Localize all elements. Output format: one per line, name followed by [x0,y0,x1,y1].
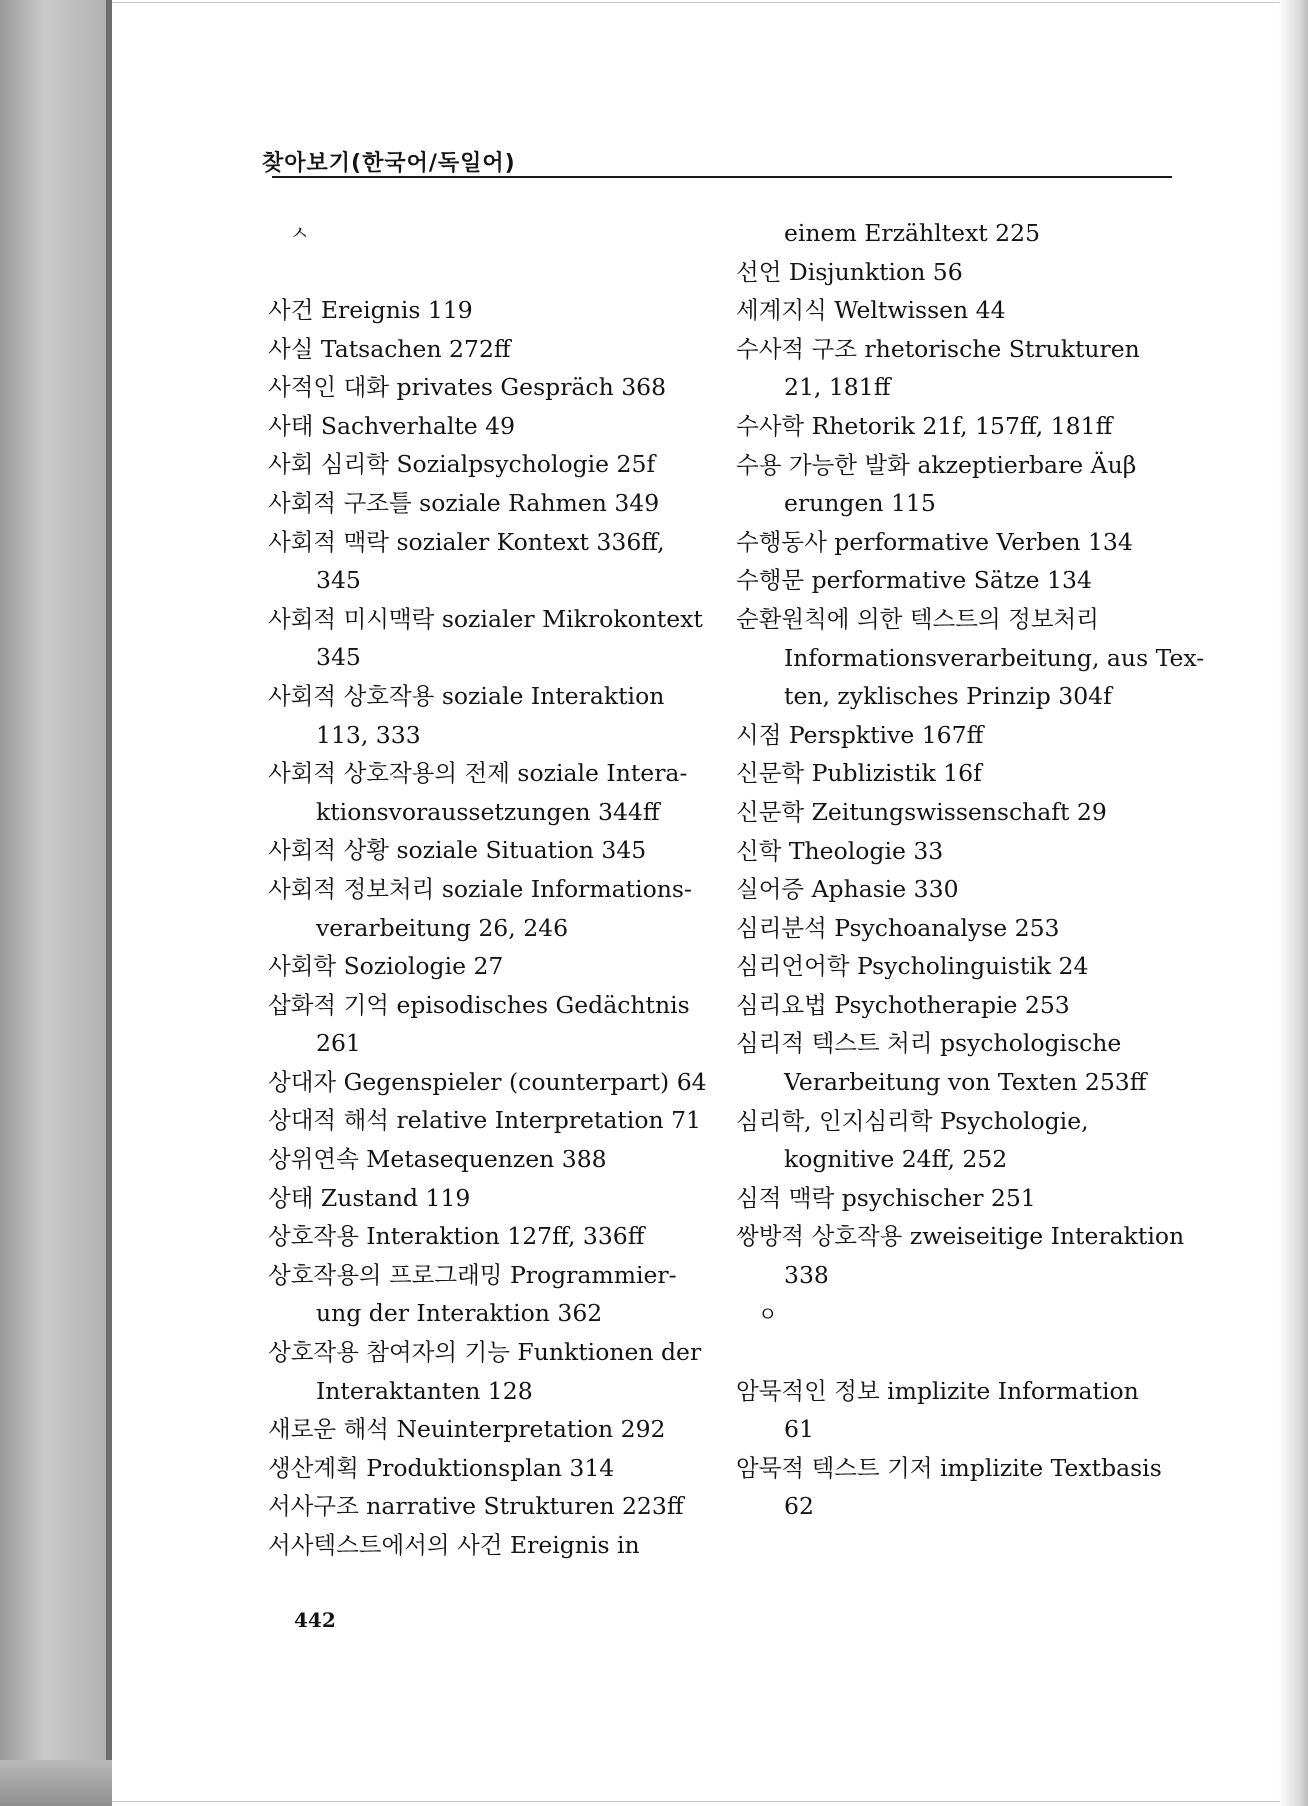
index-entry: 삽화적 기억 episodisches Gedächtnis [268,990,690,1019]
index-entry-continuation: 113, 333 [316,720,421,749]
index-entry: 신문학 Publizistik 16f [736,759,982,788]
index-entry: 상대자 Gegenspieler (counterpart) 64 [268,1067,707,1096]
index-entry-continuation: verarbeitung 26, 246 [316,913,569,942]
index-entry: 사건 Ereignis 119 [268,296,473,324]
index-entry-continuation: ten, zyklisches Prinzip 304f [784,682,1112,711]
header-rule [272,176,1172,178]
index-entry: 수행동사 performative Verben 134 [736,527,1133,556]
index-entry: 심적 맥락 psychischer 251 [736,1183,1036,1212]
index-entry-continuation: 261 [316,1029,361,1058]
index-entry: 사회학 Soziologie 27 [268,952,504,981]
index-entry: 사회적 정보처리 soziale Informations- [268,874,692,903]
index-entry-continuation: Interaktanten 128 [316,1376,533,1405]
index-entry: 상대적 해석 relative Interpretation 71 [268,1106,701,1135]
index-entry-continuation: erungen 115 [784,489,936,518]
index-entry-continuation: Informationsverarbeitung, aus Tex- [784,643,1205,672]
index-entry-continuation: 345 [316,643,361,672]
index-entry: 순환원칙에 의한 텍스트의 정보처리 [736,604,1099,633]
index-section-letter: ㅇ [758,1301,778,1326]
index-entry: 상호작용 참여자의 기능 Funktionen der [268,1338,702,1367]
index-entry: 사회적 미시맥락 sozialer Mikrokontext [268,604,703,633]
book-spine-bottom [0,1760,112,1806]
index-entry: 상호작용의 프로그래밍 Programmier- [268,1260,677,1289]
index-entry: 세계지식 Weltwissen 44 [736,296,1006,325]
page-number: 442 [294,1608,336,1632]
index-entry: 사회적 맥락 sozialer Kontext 336ff, [268,527,665,556]
book-spine-edge [0,0,112,1806]
index-entry: 상위연속 Metasequenzen 388 [268,1145,607,1174]
index-entry: 생산계획 Produktionsplan 314 [268,1453,615,1482]
index-entry: 사적인 대화 privates Gespräch 368 [268,373,667,402]
running-head: 찾아보기(한국어/독일어) [262,151,516,176]
index-entry: 심리적 텍스트 처리 psychologische [736,1029,1122,1058]
index-entry-continuation: 21, 181ff [784,373,891,402]
index-entry: 서사구조 narrative Strukturen 223ff [268,1492,684,1521]
index-entry-continuation: ung der Interaktion 362 [316,1299,603,1328]
index-entry: 수사학 Rhetorik 21f, 157ff, 181ff [736,411,1113,440]
index-entry: 심리분석 Psychoanalyse 253 [736,913,1060,942]
index-entry: 심리학, 인지심리학 Psychologie, [736,1106,1089,1135]
index-entry-continuation: 338 [784,1261,829,1290]
index-entry-continuation: ktionsvoraussetzungen 344ff [316,797,660,826]
index-entry-continuation: 61 [784,1415,814,1444]
index-entry: 상태 Zustand 119 [268,1183,471,1212]
index-entry: 암묵적인 정보 implizite Information [736,1376,1139,1405]
index-entry: 선언 Disjunktion 56 [736,257,963,286]
index-entry: 사회적 구조틀 soziale Rahmen 349 [268,488,660,517]
index-entry-continuation: 345 [316,566,361,595]
index-entry: 신문학 Zeitungswissenschaft 29 [736,797,1107,826]
index-entry: 심리요법 Psychotherapie 253 [736,990,1070,1019]
index-entry-continuation: kognitive 24ff, 252 [784,1145,1008,1174]
index-entry: 수행문 performative Sätze 134 [736,566,1092,595]
index-entry: 사회적 상황 soziale Situation 345 [268,836,647,865]
index-entry: 신학 Theologie 33 [736,836,944,865]
index-entry: 상호작용 Interaktion 127ff, 336ff [268,1222,645,1251]
index-column-right [736,214,1205,1526]
index-entry: 수사적 구조 rhetorische Strukturen [736,334,1140,363]
index-entry: 실어증 Aphasie 330 [736,875,959,904]
index-entry: 쌍방적 상호작용 zweiseitige Interaktion [736,1222,1185,1251]
index-entry: 암묵적 텍스트 기저 implizite Textbasis [736,1453,1162,1482]
index-entry: 사태 Sachverhalte 49 [268,411,516,440]
index-entry: 사회적 상호작용의 전제 soziale Intera- [268,759,688,788]
index-entry-continuation: einem Erzähltext 225 [784,219,1041,247]
index-entry: 사회 심리학 Sozialpsychologie 25f [268,450,656,479]
index-entry: 수용 가능한 발화 akzeptierbare Äuβ [736,450,1137,479]
page-right-shadow [1278,0,1308,1806]
book-page [262,130,1205,1632]
index-entry: 사실 Tatsachen 272ff [268,334,511,363]
index-entry: 심리언어학 Psycholinguistik 24 [736,952,1089,981]
index-entry: 서사텍스트에서의 사건 Ereignis in [268,1531,640,1559]
index-entry: 사회적 상호작용 soziale Interaktion [268,681,665,710]
index-section-letter: ㅅ [290,221,310,245]
index-entry-continuation: Verarbeitung von Texten 253ff [784,1068,1147,1097]
index-column-left [268,214,708,1565]
index-entry: 새로운 해석 Neuinterpretation 292 [268,1415,666,1444]
index-entry: 시점 Perspktive 167ff [736,720,984,749]
index-entry-continuation: 62 [784,1492,814,1521]
